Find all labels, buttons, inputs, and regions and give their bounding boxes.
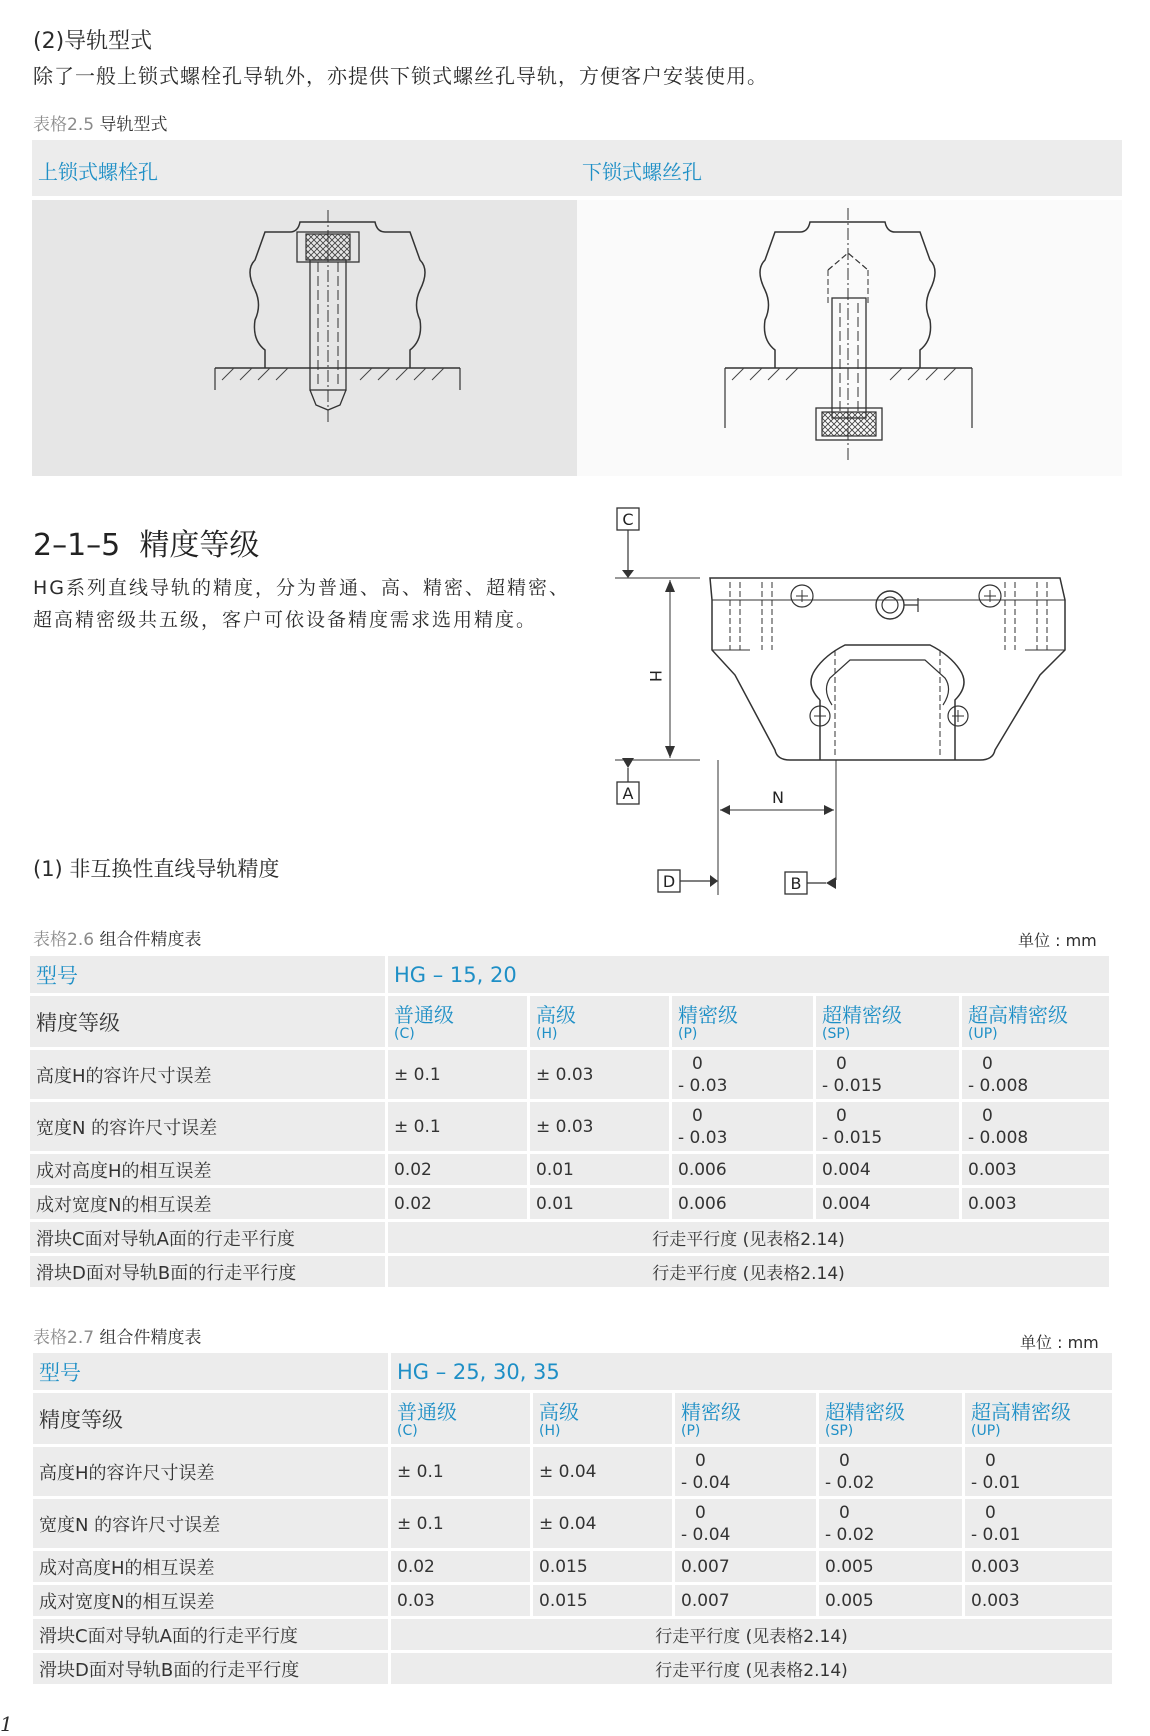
table-caption-2-5: 表格2.5 导轨型式 [33,115,168,135]
rail-type-intro: 除了一般上锁式螺栓孔导轨外，亦提供下锁式螺丝孔导轨，方便客户安装使用。 [33,64,768,88]
cell-value: ± 0.04 [533,1499,675,1551]
cell-value: 0.007 [675,1585,819,1619]
table-row [33,1499,1115,1551]
unit-label-2-6: 单位 : mm [1018,931,1097,950]
cell-value: 行走平行度 (见表格2.14) [391,1653,1115,1687]
dim-h-label: H [646,670,665,683]
cell-value: 0.02 [391,1551,533,1585]
row-label: 成对宽度N的相互误差 [33,1585,391,1619]
cell-value: 0.004 [816,1188,962,1222]
cell-value: ± 0.03 [530,1102,672,1154]
cell-value: 行走平行度 (见表格2.14) [388,1256,1112,1290]
table-row [33,1447,1115,1499]
table-row [33,1585,1115,1619]
accuracy-table-2-7 [33,1353,1115,1687]
cell-value: 0 - 0.008 [962,1050,1112,1102]
cell-value: 0.02 [388,1188,530,1222]
cell-value: 0 - 0.015 [816,1050,962,1102]
accuracy-reference-diagram [600,500,1090,900]
cell-value: ± 0.1 [388,1050,530,1102]
cell-value: 0 - 0.03 [672,1102,816,1154]
cell-value: 0.004 [816,1154,962,1188]
model-value: HG – 15, 20 [388,956,1112,996]
cell-value: 0.003 [965,1585,1115,1619]
grade-p: 精密级 (P) [672,996,816,1050]
table-row-grades [33,1393,1115,1447]
table-row [30,1256,1112,1290]
cell-value: 0 - 0.008 [962,1102,1112,1154]
row-label: 成对宽度N的相互误差 [30,1188,388,1222]
grade-p: 精密级 (P) [675,1393,819,1447]
cell-value: ± 0.1 [388,1102,530,1154]
table-row-model [30,956,1112,996]
table-row [30,1188,1112,1222]
cell-value: 0 - 0.02 [819,1447,965,1499]
top-lock-rail-drawing [200,210,470,435]
cell-value: 0.005 [819,1585,965,1619]
row-label: 滑块D面对导轨B面的行走平行度 [30,1256,388,1290]
grade-c: 普通级 (C) [388,996,530,1050]
table-row [30,1154,1112,1188]
section-heading-rail-type: (2)导轨型式 [33,29,153,54]
dim-n-label: N [772,788,784,807]
grade-up: 超高精密级 (UP) [962,996,1112,1050]
cell-value: ± 0.03 [530,1050,672,1102]
cell-value: 0 - 0.03 [672,1050,816,1102]
row-label: 滑块C面对导轨A面的行走平行度 [30,1222,388,1256]
cell-value: ± 0.04 [533,1447,675,1499]
cell-value: 0.03 [391,1585,533,1619]
cell-value: 0.015 [533,1585,675,1619]
row-label: 高度H的容许尺寸误差 [33,1447,391,1499]
cell-value: 0 - 0.01 [965,1447,1115,1499]
grade-c: 普通级 (C) [391,1393,533,1447]
cell-value: 0 - 0.04 [675,1447,819,1499]
row-label: 宽度N 的容许尺寸误差 [30,1102,388,1154]
table-row [33,1551,1115,1585]
cell-value: 0.015 [533,1551,675,1585]
row-label: 宽度N 的容许尺寸误差 [33,1499,391,1551]
row-label: 成对高度H的相互误差 [30,1154,388,1188]
unit-label-2-7: 单位 : mm [1020,1333,1099,1352]
cell-value: 0.003 [965,1551,1115,1585]
grade-h: 高级 (H) [533,1393,675,1447]
rail-type-header-bar [32,140,1122,196]
cell-value: 0 - 0.015 [816,1102,962,1154]
table-row [30,1222,1112,1256]
cell-value: 0.003 [962,1188,1112,1222]
cell-value: 0 - 0.01 [965,1499,1115,1551]
row-label: 成对高度H的相互误差 [33,1551,391,1585]
footer-mark: 1 [0,1712,13,1736]
table-row [33,1653,1115,1687]
row-label: 滑块C面对导轨A面的行走平行度 [33,1619,391,1653]
grade-up: 超高精密级 (UP) [965,1393,1115,1447]
col-label-bottom-lock: 下锁式螺丝孔 [582,160,702,184]
grade-sp: 超精密级 (SP) [819,1393,965,1447]
grade-h: 高级 (H) [530,996,672,1050]
cell-value: 0.006 [672,1154,816,1188]
bottom-lock-rail-drawing [720,208,990,468]
datum-b-label: B [790,874,802,893]
cell-value: 0.01 [530,1154,672,1188]
row-label: 滑块D面对导轨B面的行走平行度 [33,1653,391,1687]
table-row [30,1050,1112,1102]
model-label: 型号 [30,956,388,996]
table-row [33,1619,1115,1653]
row-label: 高度H的容许尺寸误差 [30,1050,388,1102]
cell-value: 0.006 [672,1188,816,1222]
cell-value: 0.02 [388,1154,530,1188]
grade-sp: 超精密级 (SP) [816,996,962,1050]
cell-value: 行走平行度 (见表格2.14) [391,1619,1115,1653]
grade-label: 精度等级 [30,996,388,1050]
table-caption-2-7: 表格2.7 组合件精度表 [33,1328,202,1348]
cell-value: 0.005 [819,1551,965,1585]
col-label-top-lock: 上锁式螺栓孔 [38,160,158,184]
datum-a-label: A [622,784,634,803]
cell-value: 行走平行度 (见表格2.14) [388,1222,1112,1256]
cell-value: ± 0.1 [391,1499,533,1551]
accuracy-body: HG系列直线导轨的精度，分为普通、高、精密、超精密、超高精密级共五级，客户可依设备精度需求选用精度。 [33,577,571,631]
cell-value: ± 0.1 [391,1447,533,1499]
section-heading-accuracy: 2–1–5 精度等级 [33,528,260,563]
model-value: HG – 25, 30, 35 [391,1353,1115,1393]
cell-value: 0.01 [530,1188,672,1222]
datum-c-label: C [622,510,634,529]
cell-value: 0.003 [962,1154,1112,1188]
table-caption-2-6: 表格2.6 组合件精度表 [33,930,202,950]
cell-value: 0 - 0.02 [819,1499,965,1551]
table-row [30,1102,1112,1154]
cell-value: 0 - 0.04 [675,1499,819,1551]
table-row-grades [30,996,1112,1050]
table-row-model [33,1353,1115,1393]
datum-d-label: D [662,872,676,891]
subheading-non-interchangeable: (1) 非互换性直线导轨精度 [33,857,280,881]
grade-label: 精度等级 [33,1393,391,1447]
accuracy-table-2-6 [30,956,1112,1290]
cell-value: 0.007 [675,1551,819,1585]
model-label: 型号 [33,1353,391,1393]
